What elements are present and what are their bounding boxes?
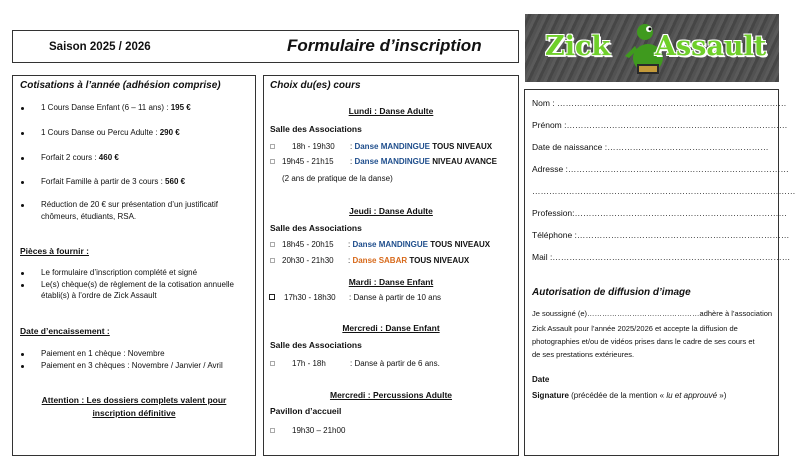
attention-line-2: inscription définitive (92, 408, 176, 418)
autorisation-line-2: Zick Assault pour l’année 2025/2026 et accepte la diffusion de (532, 324, 738, 333)
cours-title: Choix du(es) cours (270, 80, 361, 91)
bullet (21, 365, 24, 368)
course-lundi-1: : Danse MANDINGUE TOUS NIVEAUX (350, 142, 493, 151)
course-jeudi-1: : Danse MANDINGUE TOUS NIVEAUX (348, 240, 491, 249)
pieces-item-2-line-2: établi(s) à l’ordre de Zick Assault (41, 291, 157, 300)
date-naissance-field[interactable]: Date de naissance :………………………………………………… (532, 142, 769, 152)
time-mercredi-percu-1: 19h30 – 21h00 (292, 426, 346, 435)
adresse-line-2-field[interactable]: ………………………………………………………………………………… (532, 186, 796, 196)
checkbox-jeudi-2[interactable] (270, 258, 275, 263)
bullet (21, 204, 24, 207)
checkbox-mardi-1[interactable] (269, 294, 275, 300)
checkbox-lundi-1[interactable] (270, 144, 275, 149)
bullet (21, 272, 24, 275)
venue-mercredi-percu: Pavillon d’accueil (270, 406, 342, 416)
encaissement-title: Date d’encaissement : (20, 326, 110, 336)
prenom-field[interactable]: Prénom :…………………………………………………………………… (532, 120, 788, 130)
autorisation-line-4: de ses prestations extérieures. (532, 350, 635, 359)
logo-word-zick: Zick (545, 31, 611, 62)
checkbox-lundi-2[interactable] (270, 159, 275, 164)
encaissement-item-2: Paiement en 3 chèques : Novembre / Janvier / Avril (41, 361, 223, 370)
season-label: Saison 2025 / 2026 (49, 41, 151, 53)
reduction-line-1: Réduction de 20 € sur présentation d’un justificatif (41, 200, 218, 209)
signature-line[interactable]: Signature (précédée de la mention « lu et approuvé ») (532, 391, 727, 400)
reduction-line-2: chômeurs, étudiants, RSA. (41, 212, 137, 221)
form-title: Formulaire d’inscription (287, 36, 482, 55)
telephone-field[interactable]: Téléphone :………………………………………………………………… (532, 230, 790, 240)
pieces-title: Pièces à fournir : (20, 246, 89, 256)
autorisation-line-3: photographies et/ou de vidéos prises dans le cadre de ses cours et (532, 337, 755, 346)
autorisation-title: Autorisation de diffusion d’image (532, 287, 691, 298)
venue-mercredi-enfant: Salle des Associations (270, 340, 362, 350)
date-label[interactable]: Date (532, 375, 550, 384)
time-mercredi-enfant-1: 17h - 18h (292, 359, 326, 368)
desc-mercredi-enfant-1: : Danse à partir de 6 ans. (350, 359, 440, 368)
cotisation-item-2: 1 Cours Danse ou Percu Adulte : 290 € (41, 128, 180, 137)
cotisation-item-3: Forfait 2 cours : 460 € (41, 153, 119, 162)
day-mercredi-enfant: Mercredi : Danse Enfant (342, 323, 440, 333)
profession-field[interactable]: Profession:………………………………………………………………… (532, 208, 788, 218)
pieces-item-1: Le formulaire d’inscription complété et signé (41, 268, 198, 277)
cotisations-panel (12, 75, 256, 456)
checkbox-mercredi-enfant-1[interactable] (270, 361, 275, 366)
attention-line-1: Attention : Les dossiers complets valent pour (41, 395, 227, 405)
adresse-field[interactable]: Adresse :…………………………………………………………………… (532, 164, 789, 174)
cours-panel (263, 75, 519, 456)
day-mercredi-percu: Mercredi : Percussions Adulte (329, 390, 453, 400)
zick-assault-logo (525, 14, 779, 82)
course-lundi-2: : Danse MANDINGUE NIVEAU AVANCE (350, 157, 498, 166)
bullet (21, 284, 24, 287)
checkbox-jeudi-1[interactable] (270, 242, 275, 247)
time-mardi-1: 17h30 - 18h30 (284, 293, 336, 302)
cotisation-item-1: 1 Cours Danse Enfant (6 – 11 ans) : 195 € (41, 103, 191, 112)
day-lundi: Lundi : Danse Adulte (348, 106, 434, 116)
encaissement-item-1: Paiement en 1 chèque : Novembre (41, 349, 165, 358)
venue-jeudi: Salle des Associations (270, 223, 362, 233)
time-lundi-2: 19h45 - 21h15 (282, 157, 334, 166)
logo-word-assault: Assault (655, 31, 767, 62)
identity-panel (524, 89, 796, 456)
form-header (12, 30, 519, 63)
bullet (21, 181, 24, 184)
pieces-item-2-line-1: Le(s) chèque(s) de règlement de la cotisation annuelle (41, 280, 235, 289)
desc-mardi-1: : Danse à partir de 10 ans (349, 293, 442, 302)
cotisation-item-4: Forfait Famille à partir de 3 cours : 560 € (41, 177, 186, 186)
venue-lundi: Salle des Associations (270, 124, 362, 134)
checkbox-mercredi-percu-1[interactable] (270, 428, 275, 433)
time-lundi-1: 18h - 19h30 (292, 142, 335, 151)
bullet (21, 353, 24, 356)
autorisation-line-1: Je soussigné (e)………………………………………adhère à l’association (532, 309, 773, 318)
bullet (21, 132, 24, 135)
nom-field[interactable]: Nom : ……………………………………………………………………… (532, 98, 787, 108)
day-mardi: Mardi : Danse Enfant (348, 277, 434, 287)
time-jeudi-1: 18h45 - 20h15 (282, 240, 334, 249)
note-lundi: (2 ans de pratique de la danse) (282, 174, 393, 183)
bullet (21, 157, 24, 160)
bullet (21, 107, 24, 110)
time-jeudi-2: 20h30 - 21h30 (282, 256, 334, 265)
course-jeudi-2: : Danse SABAR TOUS NIVEAUX (348, 256, 470, 265)
cotisations-title: Cotisations à l’année (adhésion comprise) (20, 80, 221, 91)
day-jeudi: Jeudi : Danse Adulte (349, 206, 433, 216)
mail-field[interactable]: Mail :………………………………………………………………………… (532, 252, 791, 262)
